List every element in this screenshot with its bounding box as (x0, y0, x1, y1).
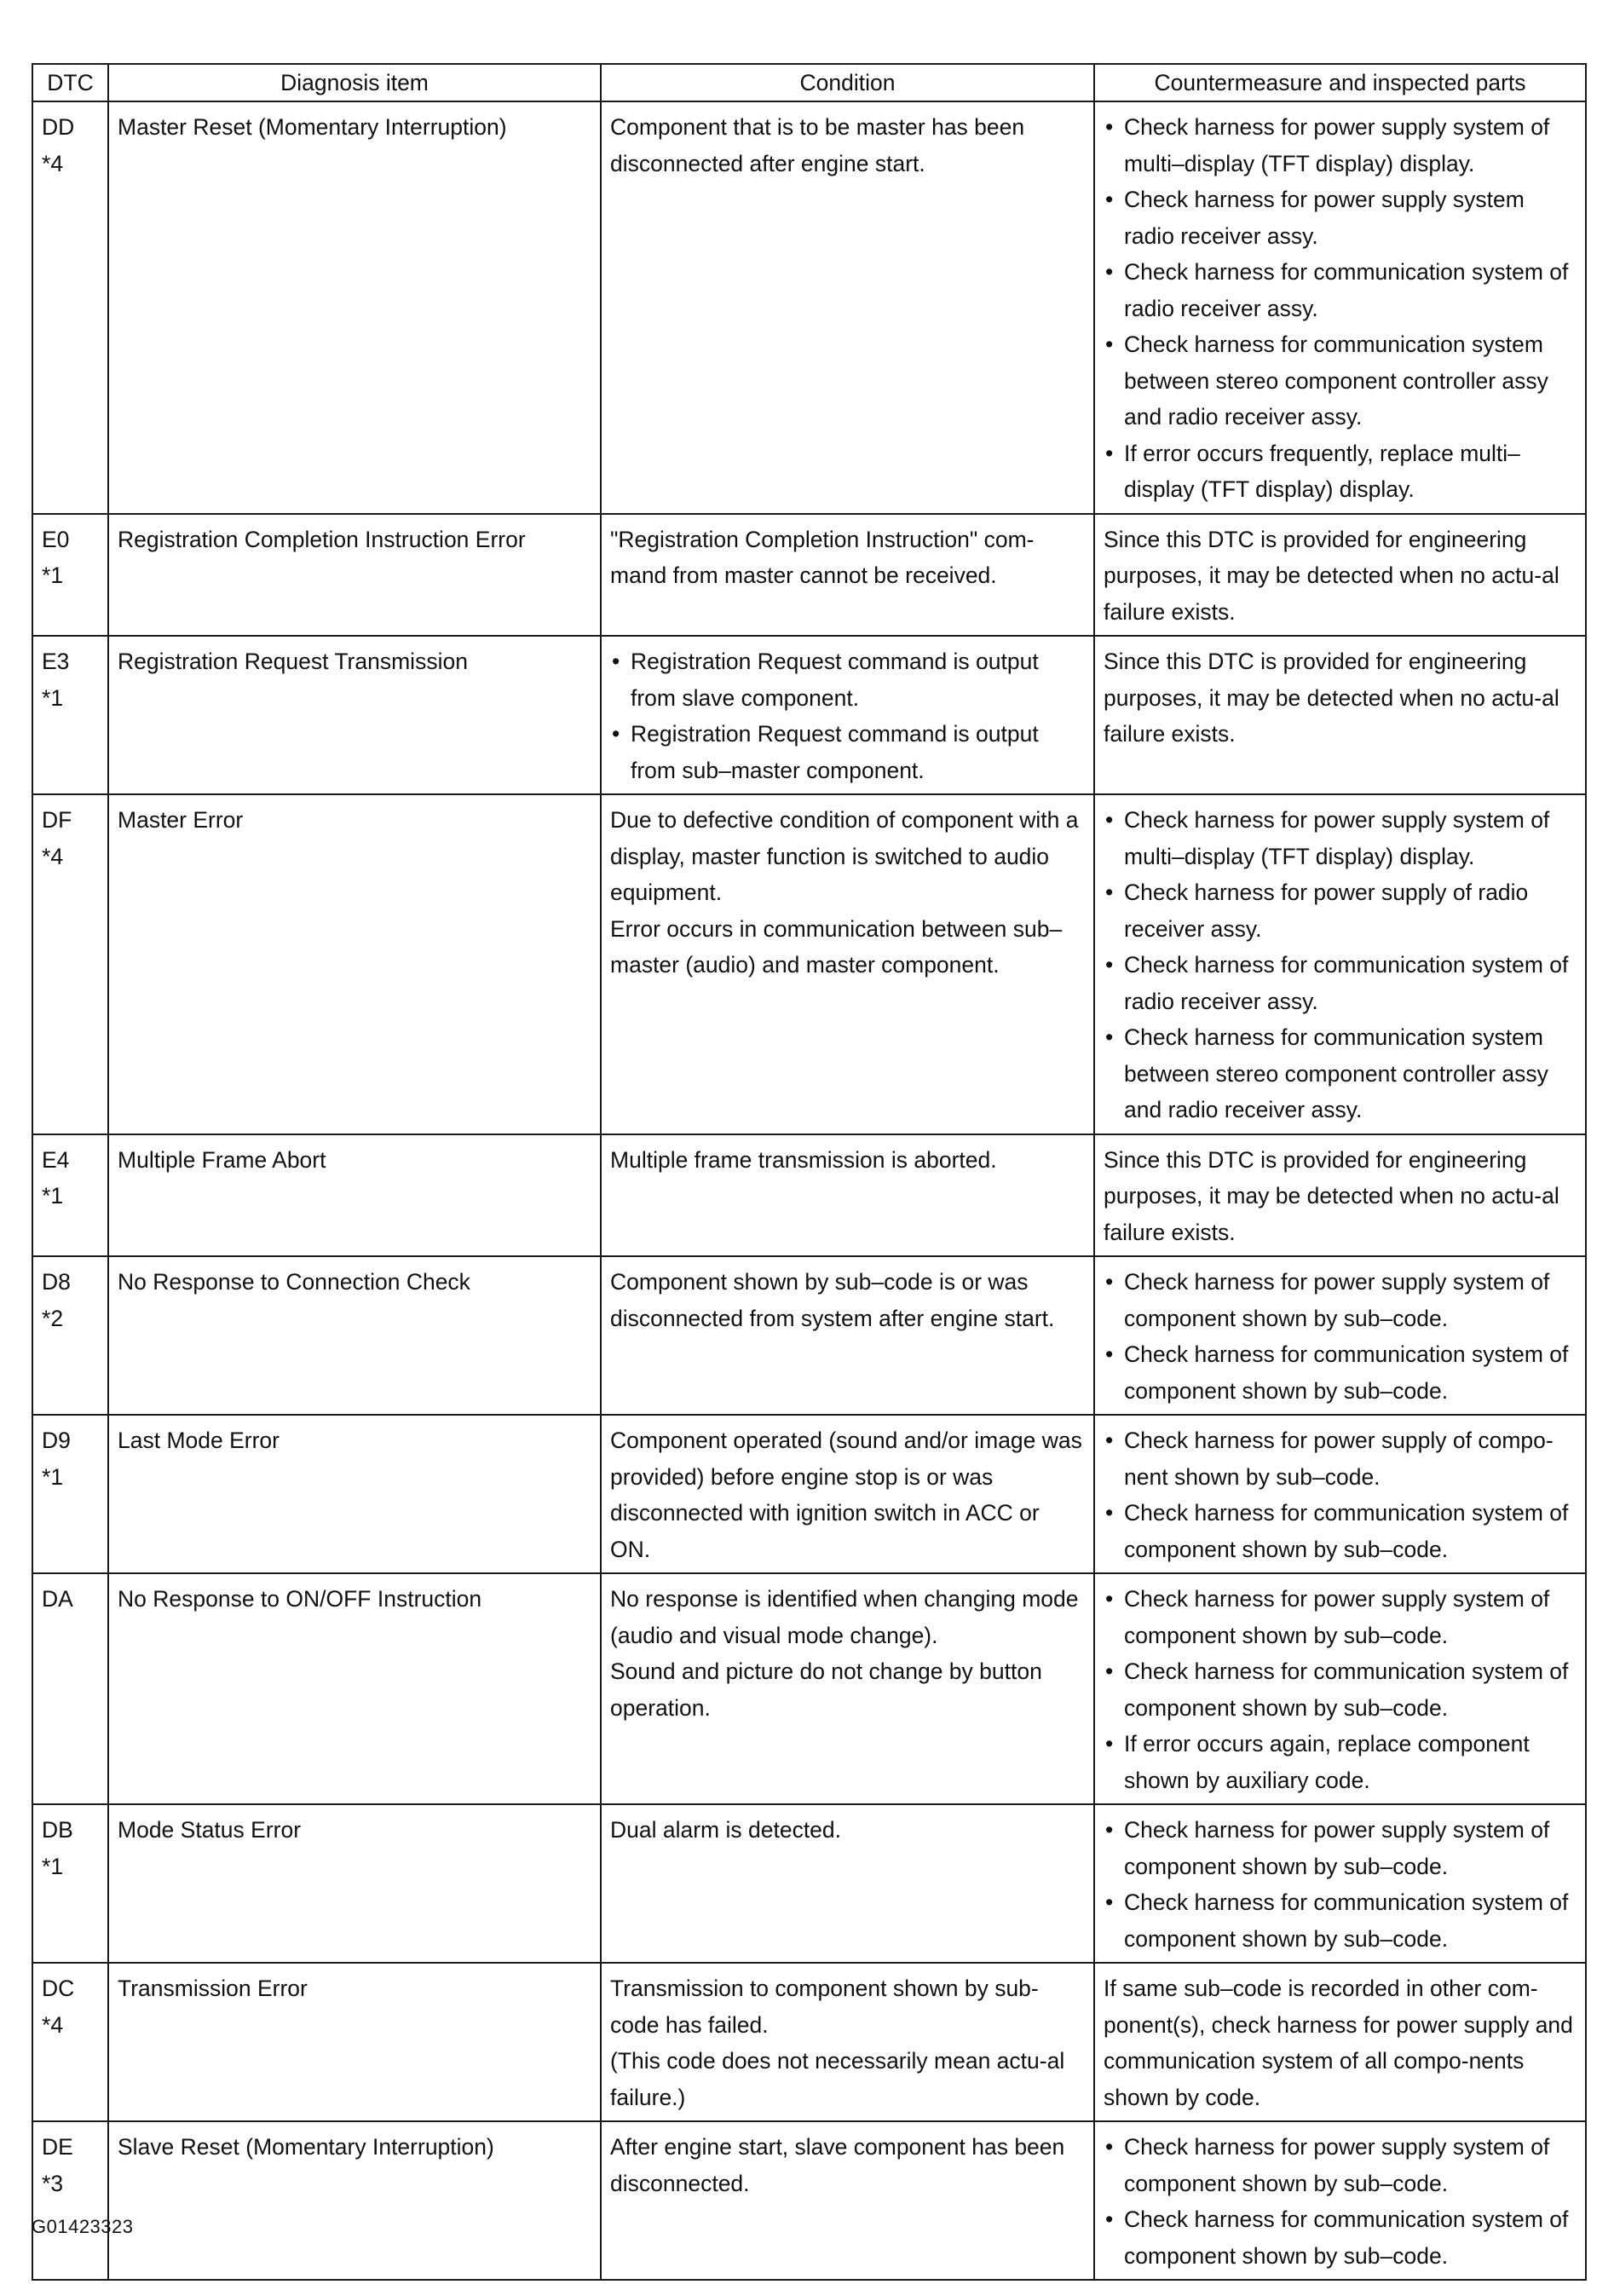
countermeasure-cell (1094, 1134, 1586, 1257)
bullet-item: • Check harness for power supply system of component shown by sub–code. (1104, 1581, 1577, 1653)
dtc-code: D9 (42, 1428, 71, 1453)
dtc-code: DF (42, 807, 72, 833)
countermeasure-cell (1094, 514, 1586, 637)
bullet-item: • Check harness for communication system of component shown by sub–code. (1104, 1884, 1577, 1957)
countermeasure-cell (1094, 101, 1586, 514)
cell-text: After engine start, slave component has been disconnected. (610, 2134, 1065, 2196)
table-row (32, 1134, 1586, 1257)
dtc-note: *3 (42, 2170, 64, 2196)
bullet-item: • Check harness for communication system of component shown by sub–code. (1104, 1495, 1577, 1567)
bullet-item: • Check harness for communication system of component shown by sub–code. (1104, 1653, 1577, 1726)
countermeasure-cell (1094, 2121, 1586, 2280)
diagnosis-item-cell: Master Reset (Momentary Interruption) (108, 101, 601, 514)
cell-text: Transmission to component shown by sub-code has failed. (This code does not necessarily mean actu-al failure.) (610, 1976, 1065, 2110)
dtc-note: *2 (42, 1305, 64, 1331)
header-condition: Condition (601, 64, 1094, 101)
countermeasure-cell (1094, 794, 1586, 1134)
bullet-item: • Check harness for communication system between stereo component controller assy and radio receiver assy. (1104, 326, 1577, 436)
bullet-item: • Check harness for power supply system of multi–display (TFT display) display. (1104, 109, 1577, 182)
dtc-table (32, 63, 1587, 2281)
table-row (32, 1963, 1586, 2121)
countermeasure-cell (1094, 1804, 1586, 1963)
dtc-cell (32, 1415, 108, 1573)
header-row (32, 64, 1586, 101)
dtc-note: *1 (42, 1463, 64, 1490)
diagnosis-item-cell: No Response to ON/OFF Instruction (108, 1573, 601, 1804)
diagnosis-item-cell: Master Error (108, 794, 601, 1134)
dtc-code: DA (42, 1586, 73, 1612)
bullet-item: • Check harness for power supply system of component shown by sub–code. (1104, 1264, 1577, 1336)
bullet-list (1104, 1812, 1577, 1957)
bullet-list (1104, 1264, 1577, 1409)
dtc-cell (32, 636, 108, 794)
bullet-item: • Check harness for communication system between stereo component controller assy and radio receiver assy. (1104, 1019, 1577, 1128)
bullet-list (1104, 2129, 1577, 2274)
dtc-code: E0 (42, 526, 70, 552)
bullet-list (1104, 802, 1577, 1128)
bullet-item: • Check harness for power supply system of component shown by sub–code. (1104, 1812, 1577, 1884)
condition-cell (601, 1415, 1094, 1573)
dtc-code: DC (42, 1976, 75, 2001)
bullet-item: • Check harness for communication system of component shown by sub–code. (1104, 1336, 1577, 1409)
dtc-cell (32, 1963, 108, 2121)
bullet-item: • Registration Request command is output from slave component. (610, 643, 1085, 716)
countermeasure-cell (1094, 636, 1586, 794)
diagnosis-item-cell: Registration Request Transmission (108, 636, 601, 794)
dtc-code: DD (42, 114, 75, 140)
cell-text: Since this DTC is provided for engineering purposes, it may be detected when no actu-al failure exists. (1104, 1146, 1559, 1245)
bullet-item: • If error occurs again, replace component shown by auxiliary code. (1104, 1726, 1577, 1798)
bullet-item: • Check harness for power supply system radio receiver assy. (1104, 182, 1577, 254)
countermeasure-cell (1094, 1256, 1586, 1415)
cell-text: Component operated (sound and/or image was provided) before engine stop is or was disconnected with ignition switch in ACC or ON. (610, 1428, 1082, 1562)
dtc-note: *1 (42, 1183, 64, 1209)
diagnosis-item-cell: Mode Status Error (108, 1804, 601, 1963)
condition-cell (601, 794, 1094, 1134)
dtc-cell (32, 1573, 108, 1804)
table-body (32, 101, 1586, 2280)
header-countermeasure: Countermeasure and inspected parts (1094, 64, 1586, 101)
cell-text: Component shown by sub–code is or was disconnected from system after engine start. (610, 1269, 1055, 1331)
cell-text: Dual alarm is detected. (610, 1817, 842, 1843)
dtc-cell (32, 794, 108, 1134)
bullet-item: • Check harness for power supply of compo-nent shown by sub–code. (1104, 1422, 1577, 1495)
diagnosis-item-cell: Registration Completion Instruction Error (108, 514, 601, 637)
bullet-item: • Check harness for communication system of component shown by sub–code. (1104, 2201, 1577, 2274)
condition-cell (601, 101, 1094, 514)
cell-text: Since this DTC is provided for engineering purposes, it may be detected when no actu-al failure exists. (1104, 526, 1559, 625)
dtc-note: *1 (42, 1853, 64, 1879)
countermeasure-cell (1094, 1963, 1586, 2121)
condition-cell (601, 1134, 1094, 1257)
dtc-cell (32, 2121, 108, 2280)
condition-cell (601, 1573, 1094, 1804)
dtc-code: DB (42, 1817, 73, 1843)
bullet-list (1104, 109, 1577, 508)
countermeasure-cell (1094, 1415, 1586, 1573)
cell-text: Multiple frame transmission is aborted. (610, 1146, 997, 1173)
bullet-item: • If error occurs frequently, replace multi–display (TFT display) display. (1104, 436, 1577, 508)
bullet-item: • Check harness for power supply system of multi–display (TFT display) display. (1104, 802, 1577, 874)
dtc-cell (32, 1134, 108, 1257)
dtc-note: *4 (42, 843, 64, 869)
dtc-code: E4 (42, 1146, 70, 1173)
condition-cell (601, 514, 1094, 637)
condition-cell (601, 636, 1094, 794)
table-row (32, 1256, 1586, 1415)
diagnosis-item-cell: Slave Reset (Momentary Interruption) (108, 2121, 601, 2280)
table-row (32, 1415, 1586, 1573)
dtc-note: *4 (42, 2011, 64, 2038)
table-row (32, 101, 1586, 514)
table-row (32, 2121, 1586, 2280)
dtc-note: *1 (42, 562, 64, 588)
table-header (32, 64, 1586, 101)
countermeasure-cell (1094, 1573, 1586, 1804)
dtc-code: E3 (42, 649, 70, 674)
cell-text: No response is identified when changing mode (audio and visual mode change). Sound and picture do not change by button operation. (610, 1586, 1079, 1721)
dtc-cell (32, 1256, 108, 1415)
table-row (32, 636, 1586, 794)
dtc-cell (32, 514, 108, 637)
diagnosis-item-cell: Multiple Frame Abort (108, 1134, 601, 1257)
bullet-item: • Check harness for power supply of radio receiver assy. (1104, 874, 1577, 947)
bullet-item: • Check harness for communication system of radio receiver assy. (1104, 947, 1577, 1019)
table-row (32, 1804, 1586, 1963)
cell-text: Component that is to be master has been disconnected after engine start. (610, 114, 1025, 176)
cell-text: "Registration Completion Instruction" com-mand from master cannot be received. (610, 526, 1035, 588)
figure-id: G01423323 (32, 2216, 134, 2237)
dtc-note: *4 (42, 150, 64, 176)
bullet-list (1104, 1422, 1577, 1567)
bullet-item: • Registration Request command is output from sub–master component. (610, 716, 1085, 788)
condition-cell (601, 2121, 1094, 2280)
dtc-code: DE (42, 2134, 73, 2160)
diagnosis-item-cell: Last Mode Error (108, 1415, 601, 1573)
diagnosis-item-cell: No Response to Connection Check (108, 1256, 601, 1415)
dtc-cell (32, 101, 108, 514)
table-row (32, 514, 1586, 637)
condition-cell (601, 1804, 1094, 1963)
dtc-cell (32, 1804, 108, 1963)
cell-text: Due to defective condition of component with a display, master function is switched to audio equipment. Error occurs in communication between sub–master (audio) and master component. (610, 807, 1079, 978)
bullet-item: • Check harness for power supply system of component shown by sub–code. (1104, 2129, 1577, 2201)
bullet-list (1104, 1581, 1577, 1798)
condition-cell (601, 1963, 1094, 2121)
dtc-code: D8 (42, 1269, 71, 1295)
bullet-list (610, 643, 1085, 788)
table-row (32, 794, 1586, 1134)
bullet-item: • Check harness for communication system of radio receiver assy. (1104, 254, 1577, 326)
condition-cell (601, 1256, 1094, 1415)
cell-text: If same sub–code is recorded in other com-ponent(s), check harness for power supply and communication system of all compo-nents shown by code. (1104, 1976, 1573, 2110)
header-diagnosis-item: Diagnosis item (108, 64, 601, 101)
dtc-note: *1 (42, 684, 64, 711)
cell-text: Since this DTC is provided for engineering purposes, it may be detected when no actu-al failure exists. (1104, 649, 1559, 747)
header-dtc: DTC (32, 64, 108, 101)
diagnosis-item-cell: Transmission Error (108, 1963, 601, 2121)
table-row (32, 1573, 1586, 1804)
